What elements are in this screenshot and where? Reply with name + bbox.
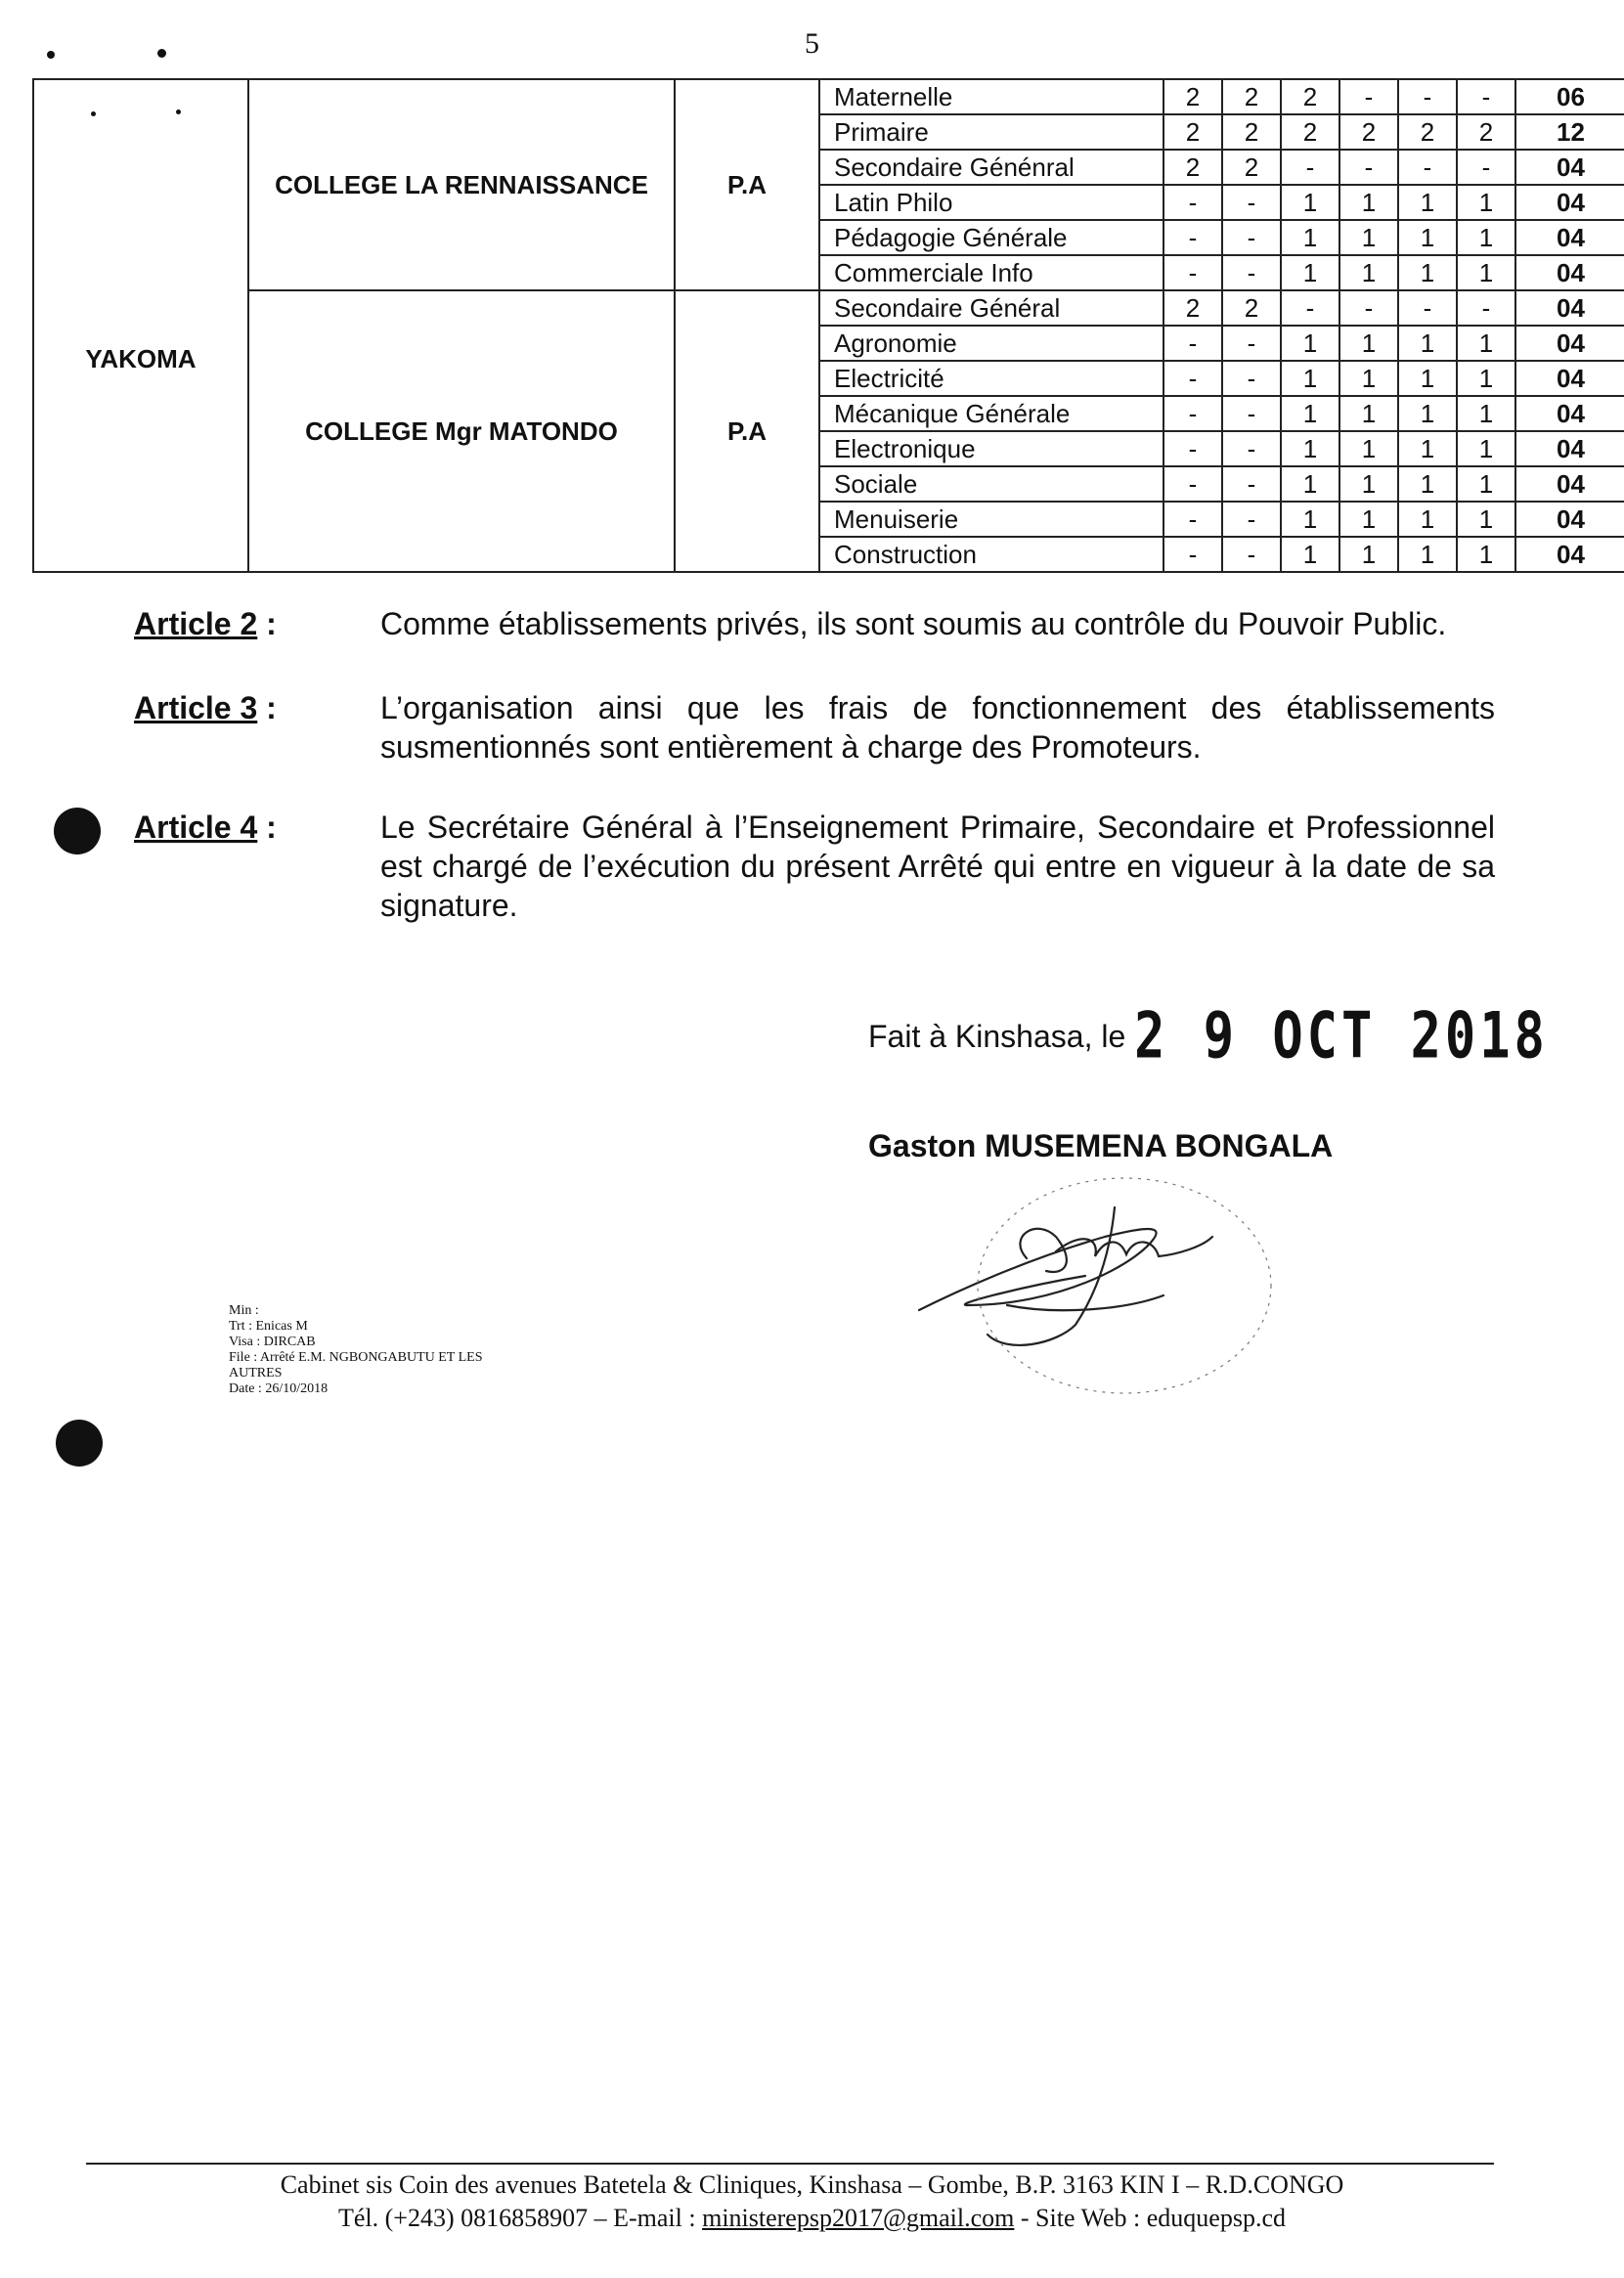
- class-count-cell: 1: [1281, 537, 1339, 572]
- class-count-cell: 1: [1398, 431, 1457, 466]
- class-count-cell: 1: [1281, 361, 1339, 396]
- minute-block: [229, 1303, 483, 1397]
- class-count-cell: -: [1222, 185, 1281, 220]
- total-cell: 04: [1515, 255, 1624, 290]
- class-count-cell: 2: [1281, 79, 1339, 114]
- class-count-cell: 1: [1281, 326, 1339, 361]
- scan-speck: [157, 49, 166, 58]
- school-name-cell: COLLEGE Mgr MATONDO: [248, 290, 675, 572]
- class-count-cell: -: [1222, 326, 1281, 361]
- article-3-text: L’organisation ainsi que les frais de fonctionnement des établissements susmentionnés sont entièrement à charge des Promoteurs.: [380, 690, 1495, 765]
- minute-date: Date : 26/10/2018: [229, 1381, 329, 1396]
- class-count-cell: -: [1163, 431, 1222, 466]
- class-count-cell: 1: [1339, 537, 1398, 572]
- class-count-cell: 2: [1222, 150, 1281, 185]
- class-count-cell: 1: [1339, 431, 1398, 466]
- class-count-cell: 2: [1222, 114, 1281, 150]
- class-count-cell: -: [1398, 79, 1457, 114]
- total-cell: 04: [1515, 290, 1624, 326]
- class-count-cell: -: [1163, 361, 1222, 396]
- class-count-cell: 1: [1281, 396, 1339, 431]
- class-count-cell: 2: [1222, 290, 1281, 326]
- class-count-cell: 1: [1339, 185, 1398, 220]
- class-count-cell: -: [1222, 431, 1281, 466]
- table-row: [33, 290, 1624, 326]
- class-count-cell: 1: [1281, 255, 1339, 290]
- class-count-cell: 1: [1398, 185, 1457, 220]
- province-cell: YAKOMA: [33, 79, 248, 572]
- class-count-cell: 1: [1457, 396, 1515, 431]
- class-count-cell: 1: [1398, 255, 1457, 290]
- class-count-cell: 1: [1339, 255, 1398, 290]
- class-count-cell: 1: [1339, 220, 1398, 255]
- class-count-cell: 1: [1339, 396, 1398, 431]
- article-3: [134, 688, 1503, 776]
- article-4-label: Article 4 :: [134, 810, 277, 845]
- status-cell: P.A: [675, 290, 819, 572]
- section-name-cell: Agronomie: [819, 326, 1163, 361]
- minute-file: File : Arrêté E.M. NGBONGABUTU ET LES: [229, 1350, 483, 1365]
- minute-trt: Trt : Enicas M: [229, 1319, 308, 1334]
- class-count-cell: -: [1281, 150, 1339, 185]
- class-count-cell: 2: [1163, 290, 1222, 326]
- date-stamp: 2 9 OCT 2018: [1134, 999, 1549, 1073]
- total-cell: 04: [1515, 502, 1624, 537]
- class-count-cell: -: [1222, 466, 1281, 502]
- total-cell: 04: [1515, 326, 1624, 361]
- scan-bullet-mark: [54, 808, 101, 854]
- total-cell: 04: [1515, 185, 1624, 220]
- class-count-cell: 1: [1398, 502, 1457, 537]
- class-count-cell: 1: [1398, 396, 1457, 431]
- class-count-cell: 1: [1457, 185, 1515, 220]
- total-cell: 04: [1515, 466, 1624, 502]
- class-count-cell: -: [1398, 290, 1457, 326]
- table-row: [33, 79, 1624, 114]
- total-cell: 04: [1515, 150, 1624, 185]
- section-name-cell: Electricité: [819, 361, 1163, 396]
- class-count-cell: 1: [1281, 220, 1339, 255]
- class-count-cell: -: [1457, 290, 1515, 326]
- place-date: [868, 999, 1549, 1073]
- school-name-cell: COLLEGE LA RENNAISSANCE: [248, 79, 675, 290]
- class-count-cell: -: [1163, 537, 1222, 572]
- section-name-cell: Construction: [819, 537, 1163, 572]
- class-count-cell: 2: [1222, 79, 1281, 114]
- footer-contact: Tél. (+243) 0816858907 – E-mail : ministerepsp2017@gmail.com - Site Web : eduquepsp.cd: [337, 2204, 1286, 2232]
- class-count-cell: -: [1457, 150, 1515, 185]
- class-count-cell: 1: [1398, 466, 1457, 502]
- footer-divider: [86, 2163, 1494, 2165]
- class-count-cell: 1: [1398, 361, 1457, 396]
- class-count-cell: -: [1339, 290, 1398, 326]
- class-count-cell: 1: [1457, 255, 1515, 290]
- class-count-cell: -: [1222, 361, 1281, 396]
- class-count-cell: -: [1163, 466, 1222, 502]
- class-count-cell: 1: [1398, 537, 1457, 572]
- schools-table: [32, 78, 1624, 573]
- class-count-cell: -: [1222, 255, 1281, 290]
- class-count-cell: 1: [1339, 502, 1398, 537]
- footer: [0, 2168, 1624, 2235]
- footer-email-link[interactable]: ministerepsp2017@gmail.com: [702, 2204, 1015, 2232]
- section-name-cell: Menuiserie: [819, 502, 1163, 537]
- class-count-cell: 2: [1281, 114, 1339, 150]
- class-count-cell: 2: [1398, 114, 1457, 150]
- total-cell: 12: [1515, 114, 1624, 150]
- class-count-cell: -: [1281, 290, 1339, 326]
- minute-min: Min :: [229, 1303, 259, 1318]
- class-count-cell: 1: [1398, 326, 1457, 361]
- footer-address: Cabinet sis Coin des avenues Batetela & Cliniques, Kinshasa – Gombe, B.P. 3163 KIN I – R.D.CONGO: [280, 2170, 1344, 2199]
- article-3-label: Article 3 :: [134, 690, 277, 725]
- class-count-cell: -: [1163, 502, 1222, 537]
- total-cell: 04: [1515, 431, 1624, 466]
- minute-file-cont: AUTRES: [229, 1366, 283, 1380]
- section-name-cell: Secondaire Génénral: [819, 150, 1163, 185]
- section-name-cell: Sociale: [819, 466, 1163, 502]
- class-count-cell: -: [1339, 79, 1398, 114]
- class-count-cell: -: [1222, 396, 1281, 431]
- class-count-cell: 1: [1339, 361, 1398, 396]
- class-count-cell: -: [1398, 150, 1457, 185]
- article-4-text: Le Secrétaire Général à l’Enseignement Primaire, Secondaire et Professionnel est chargé de l’exécution du présent Arrêté qui entre en vigueur à la date de sa signature.: [380, 810, 1495, 923]
- total-cell: 04: [1515, 537, 1624, 572]
- class-count-cell: 2: [1163, 79, 1222, 114]
- class-count-cell: 1: [1457, 326, 1515, 361]
- class-count-cell: 2: [1457, 114, 1515, 150]
- page-number: 5: [805, 27, 819, 60]
- minute-visa: Visa : DIRCAB: [229, 1335, 316, 1349]
- total-cell: 04: [1515, 361, 1624, 396]
- scan-bullet-mark: [56, 1420, 103, 1467]
- class-count-cell: 1: [1281, 466, 1339, 502]
- class-count-cell: 1: [1281, 185, 1339, 220]
- class-count-cell: -: [1339, 150, 1398, 185]
- class-count-cell: 1: [1281, 431, 1339, 466]
- section-name-cell: Maternelle: [819, 79, 1163, 114]
- section-name-cell: Pédagogie Générale: [819, 220, 1163, 255]
- class-count-cell: -: [1163, 396, 1222, 431]
- class-count-cell: 1: [1339, 466, 1398, 502]
- class-count-cell: 1: [1398, 220, 1457, 255]
- class-count-cell: -: [1163, 255, 1222, 290]
- section-name-cell: Secondaire Général: [819, 290, 1163, 326]
- class-count-cell: 1: [1457, 537, 1515, 572]
- total-cell: 06: [1515, 79, 1624, 114]
- total-cell: 04: [1515, 396, 1624, 431]
- class-count-cell: 2: [1339, 114, 1398, 150]
- scan-speck: [47, 51, 55, 59]
- section-name-cell: Commerciale Info: [819, 255, 1163, 290]
- class-count-cell: 1: [1457, 466, 1515, 502]
- class-count-cell: 2: [1163, 150, 1222, 185]
- class-count-cell: -: [1163, 220, 1222, 255]
- status-cell: P.A: [675, 79, 819, 290]
- class-count-cell: -: [1222, 537, 1281, 572]
- article-2: [134, 604, 1503, 653]
- class-count-cell: 1: [1339, 326, 1398, 361]
- total-cell: 04: [1515, 220, 1624, 255]
- section-name-cell: Latin Philo: [819, 185, 1163, 220]
- class-count-cell: 2: [1163, 114, 1222, 150]
- class-count-cell: 1: [1457, 361, 1515, 396]
- class-count-cell: -: [1222, 502, 1281, 537]
- article-2-label: Article 2 :: [134, 606, 277, 641]
- section-name-cell: Electronique: [819, 431, 1163, 466]
- class-count-cell: 1: [1281, 502, 1339, 537]
- section-name-cell: Primaire: [819, 114, 1163, 150]
- class-count-cell: 1: [1457, 431, 1515, 466]
- article-4: [134, 808, 1503, 935]
- article-2-text: Comme établissements privés, ils sont soumis au contrôle du Pouvoir Public.: [380, 606, 1447, 641]
- class-count-cell: -: [1457, 79, 1515, 114]
- place-label: Fait à Kinshasa, le: [868, 1019, 1126, 1054]
- signature-image: [909, 1168, 1300, 1423]
- class-count-cell: -: [1163, 185, 1222, 220]
- class-count-cell: -: [1222, 220, 1281, 255]
- signer-name: Gaston MUSEMENA BONGALA: [868, 1128, 1334, 1163]
- class-count-cell: 1: [1457, 502, 1515, 537]
- class-count-cell: 1: [1457, 220, 1515, 255]
- section-name-cell: Mécanique Générale: [819, 396, 1163, 431]
- class-count-cell: -: [1163, 326, 1222, 361]
